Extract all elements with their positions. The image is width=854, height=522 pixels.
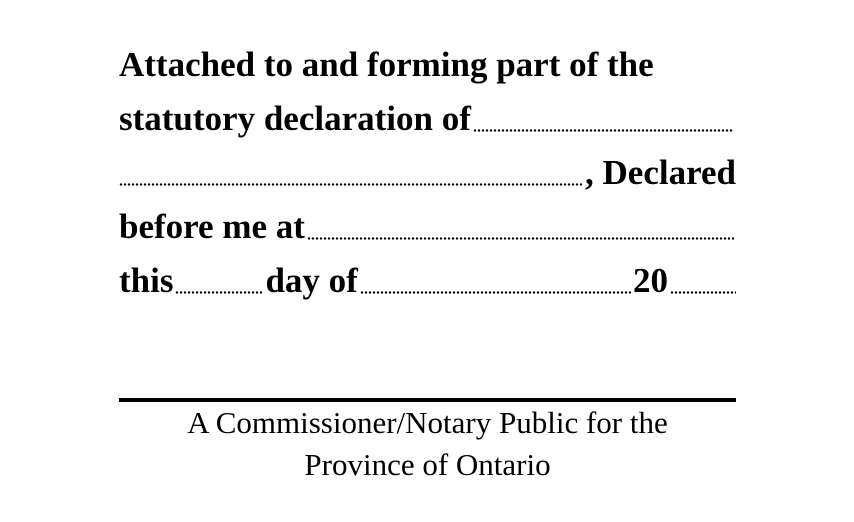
declaration-line-3 bbox=[119, 146, 736, 200]
declaration-line-2 bbox=[119, 92, 736, 146]
declaration-line-3-text: , Declared bbox=[585, 153, 736, 192]
province-label: Province of Ontario bbox=[304, 447, 551, 482]
signature-caption bbox=[119, 402, 736, 486]
declaration-line-5 bbox=[119, 254, 736, 308]
commissioner-title: A Commissioner/Notary Public for the bbox=[187, 405, 668, 440]
declaration-line-1 bbox=[119, 38, 736, 92]
month-blank[interactable] bbox=[360, 291, 631, 294]
day-of-label: day of bbox=[265, 261, 358, 300]
declaration-line-4-text: before me at bbox=[119, 207, 305, 246]
declaration-line-2-text: statutory declaration of bbox=[119, 99, 471, 138]
declaration-line-4 bbox=[119, 200, 736, 254]
day-blank[interactable] bbox=[175, 291, 263, 294]
declarant-name-continuation-blank[interactable] bbox=[119, 183, 583, 186]
this-label: this bbox=[119, 261, 174, 300]
year-blank[interactable] bbox=[670, 291, 736, 294]
location-blank[interactable] bbox=[307, 237, 734, 240]
year-prefix: 20 bbox=[633, 261, 668, 300]
declaration-line-1-text: Attached to and forming part of the bbox=[119, 45, 654, 84]
declarant-name-blank[interactable] bbox=[473, 129, 734, 132]
declaration-stamp-text bbox=[119, 38, 736, 308]
